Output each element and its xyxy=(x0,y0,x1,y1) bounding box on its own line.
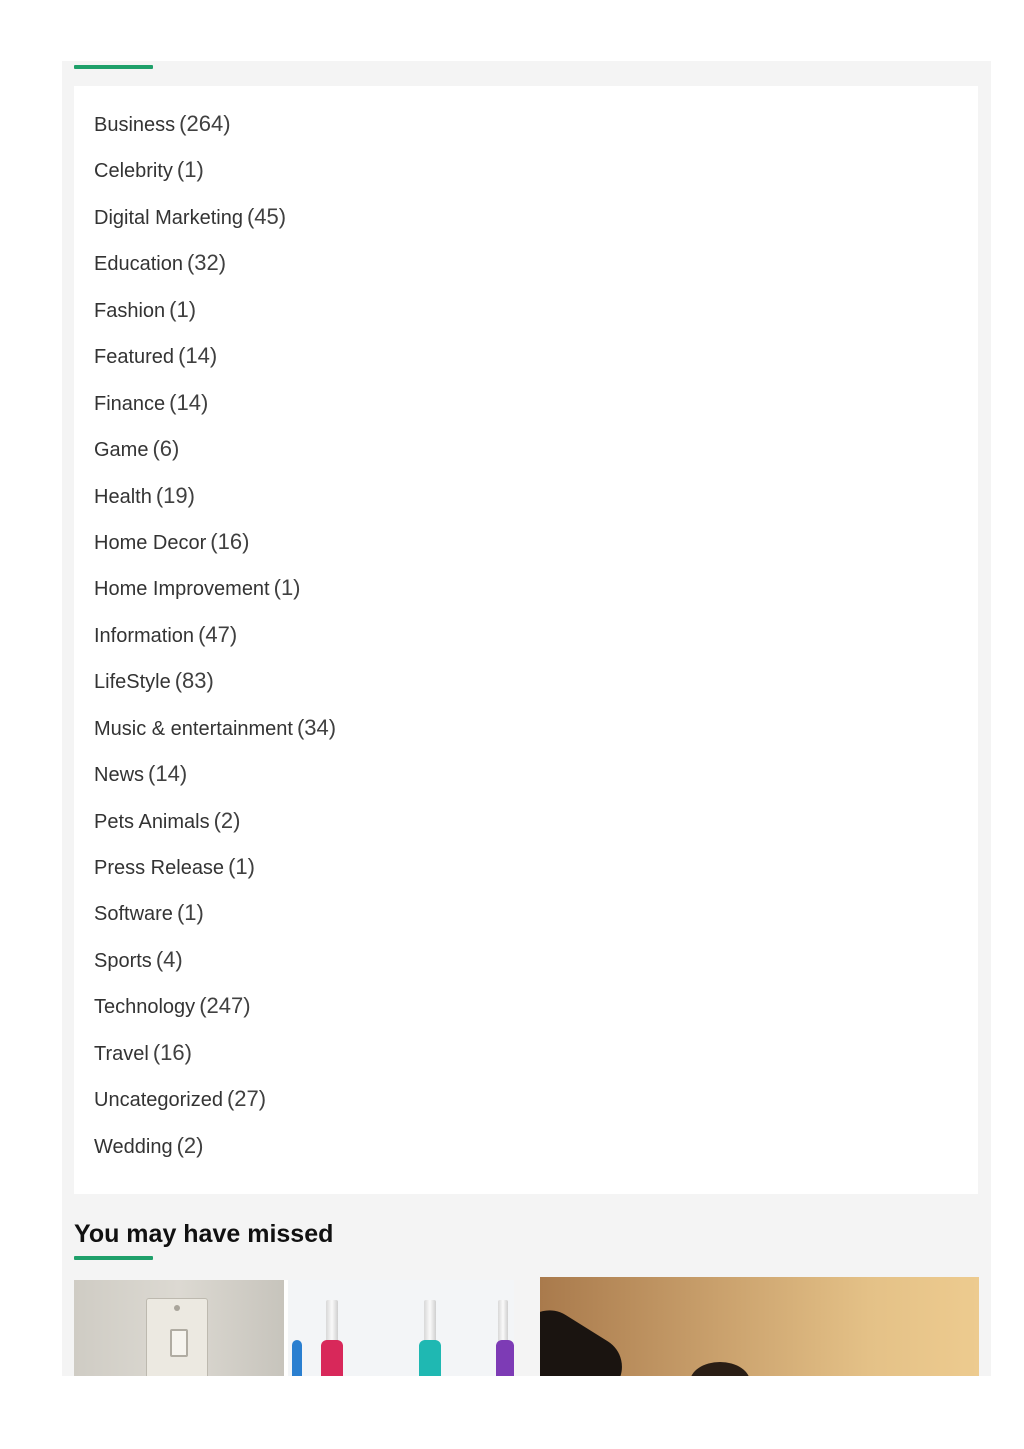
category-count: (1) xyxy=(169,296,197,322)
category-item xyxy=(94,899,336,945)
category-count: (264) xyxy=(179,111,231,136)
light-switch-plate xyxy=(146,1298,208,1376)
category-count: (32) xyxy=(186,250,227,276)
category-link[interactable]: Health xyxy=(94,485,152,508)
category-item xyxy=(94,992,336,1038)
category-count: (45) xyxy=(246,203,287,229)
category-item xyxy=(94,621,336,667)
category-count: (247) xyxy=(199,993,251,1019)
screw-top xyxy=(174,1305,180,1311)
category-link[interactable]: News xyxy=(94,764,145,787)
nail-polish-image-part xyxy=(288,1280,514,1376)
category-count: (83) xyxy=(174,668,214,694)
polish-bottle-red xyxy=(321,1340,343,1376)
category-count: (14) xyxy=(148,761,188,787)
post-thumbnail-2[interactable] xyxy=(540,1277,979,1376)
category-item xyxy=(94,435,336,481)
light-switch-toggle xyxy=(170,1329,188,1357)
category-link[interactable]: Featured xyxy=(94,346,175,369)
sidebar-panel xyxy=(62,61,991,1376)
category-item xyxy=(94,110,336,156)
category-item xyxy=(94,528,336,574)
polish-bottle-purple xyxy=(496,1340,514,1376)
category-item xyxy=(94,714,336,760)
wall-image-part xyxy=(74,1280,284,1376)
category-count: (47) xyxy=(198,621,238,647)
category-item xyxy=(94,760,336,806)
category-link[interactable]: Information xyxy=(94,624,195,647)
category-item xyxy=(94,342,336,388)
category-link[interactable]: Software xyxy=(94,903,173,926)
category-link[interactable]: Home Improvement xyxy=(94,578,270,601)
category-item xyxy=(94,574,336,620)
category-item xyxy=(94,389,336,435)
category-item xyxy=(94,853,336,899)
category-count: (6) xyxy=(152,436,180,462)
dark-shape-detail xyxy=(690,1362,750,1376)
category-item xyxy=(94,1039,336,1085)
category-link[interactable]: Game xyxy=(94,439,149,462)
category-count: (4) xyxy=(155,946,183,972)
category-item xyxy=(94,1085,336,1131)
category-link[interactable]: Music & entertainment xyxy=(94,717,293,740)
category-count: (16) xyxy=(210,528,250,554)
category-item xyxy=(94,482,336,528)
missed-heading-underline xyxy=(74,1256,153,1260)
category-count: (14) xyxy=(178,343,218,369)
category-link[interactable]: Home Decor xyxy=(94,531,207,554)
category-link[interactable]: Fashion xyxy=(94,299,166,322)
polish-bottle-teal xyxy=(419,1340,441,1376)
category-link[interactable]: Wedding xyxy=(94,1135,173,1158)
category-count: (34) xyxy=(296,714,337,740)
category-count: (1) xyxy=(176,900,204,926)
post-thumbnail-1[interactable] xyxy=(74,1280,514,1376)
widget-title-underline xyxy=(74,65,153,69)
category-link[interactable]: Finance xyxy=(94,392,166,415)
category-count: (2) xyxy=(213,807,241,833)
you-may-have-missed-heading: You may have missed xyxy=(74,1220,334,1248)
category-item xyxy=(94,156,336,202)
category-count: (14) xyxy=(169,389,209,415)
categories-widget xyxy=(74,86,978,1194)
category-item xyxy=(94,203,336,249)
category-item xyxy=(94,249,336,295)
category-count: (1) xyxy=(273,575,301,601)
category-count: (19) xyxy=(155,482,195,508)
category-item xyxy=(94,667,336,713)
category-item xyxy=(94,1132,336,1178)
category-count: (1) xyxy=(228,854,255,879)
category-link[interactable]: Digital Marketing xyxy=(94,206,243,229)
category-link[interactable]: Education xyxy=(94,253,183,276)
category-link[interactable]: Travel xyxy=(94,1042,149,1065)
category-link[interactable]: Uncategorized xyxy=(94,1089,223,1112)
category-count: (27) xyxy=(226,1086,267,1112)
category-list xyxy=(94,110,336,1178)
category-link[interactable]: Press Release xyxy=(94,857,225,879)
category-count: (16) xyxy=(152,1039,192,1065)
category-link[interactable]: LifeStyle xyxy=(94,671,171,694)
dark-shape xyxy=(540,1299,633,1376)
category-link[interactable]: Sports xyxy=(94,949,152,972)
category-item xyxy=(94,296,336,342)
category-link[interactable]: Pets Animals xyxy=(94,810,210,833)
category-count: (1) xyxy=(176,157,204,183)
category-link[interactable]: Business xyxy=(94,114,176,136)
polish-bottle-blue xyxy=(292,1340,302,1376)
category-link[interactable]: Technology xyxy=(94,996,196,1019)
category-item xyxy=(94,807,336,853)
category-item xyxy=(94,946,336,992)
category-count: (2) xyxy=(176,1132,204,1158)
category-link[interactable]: Celebrity xyxy=(94,160,173,183)
